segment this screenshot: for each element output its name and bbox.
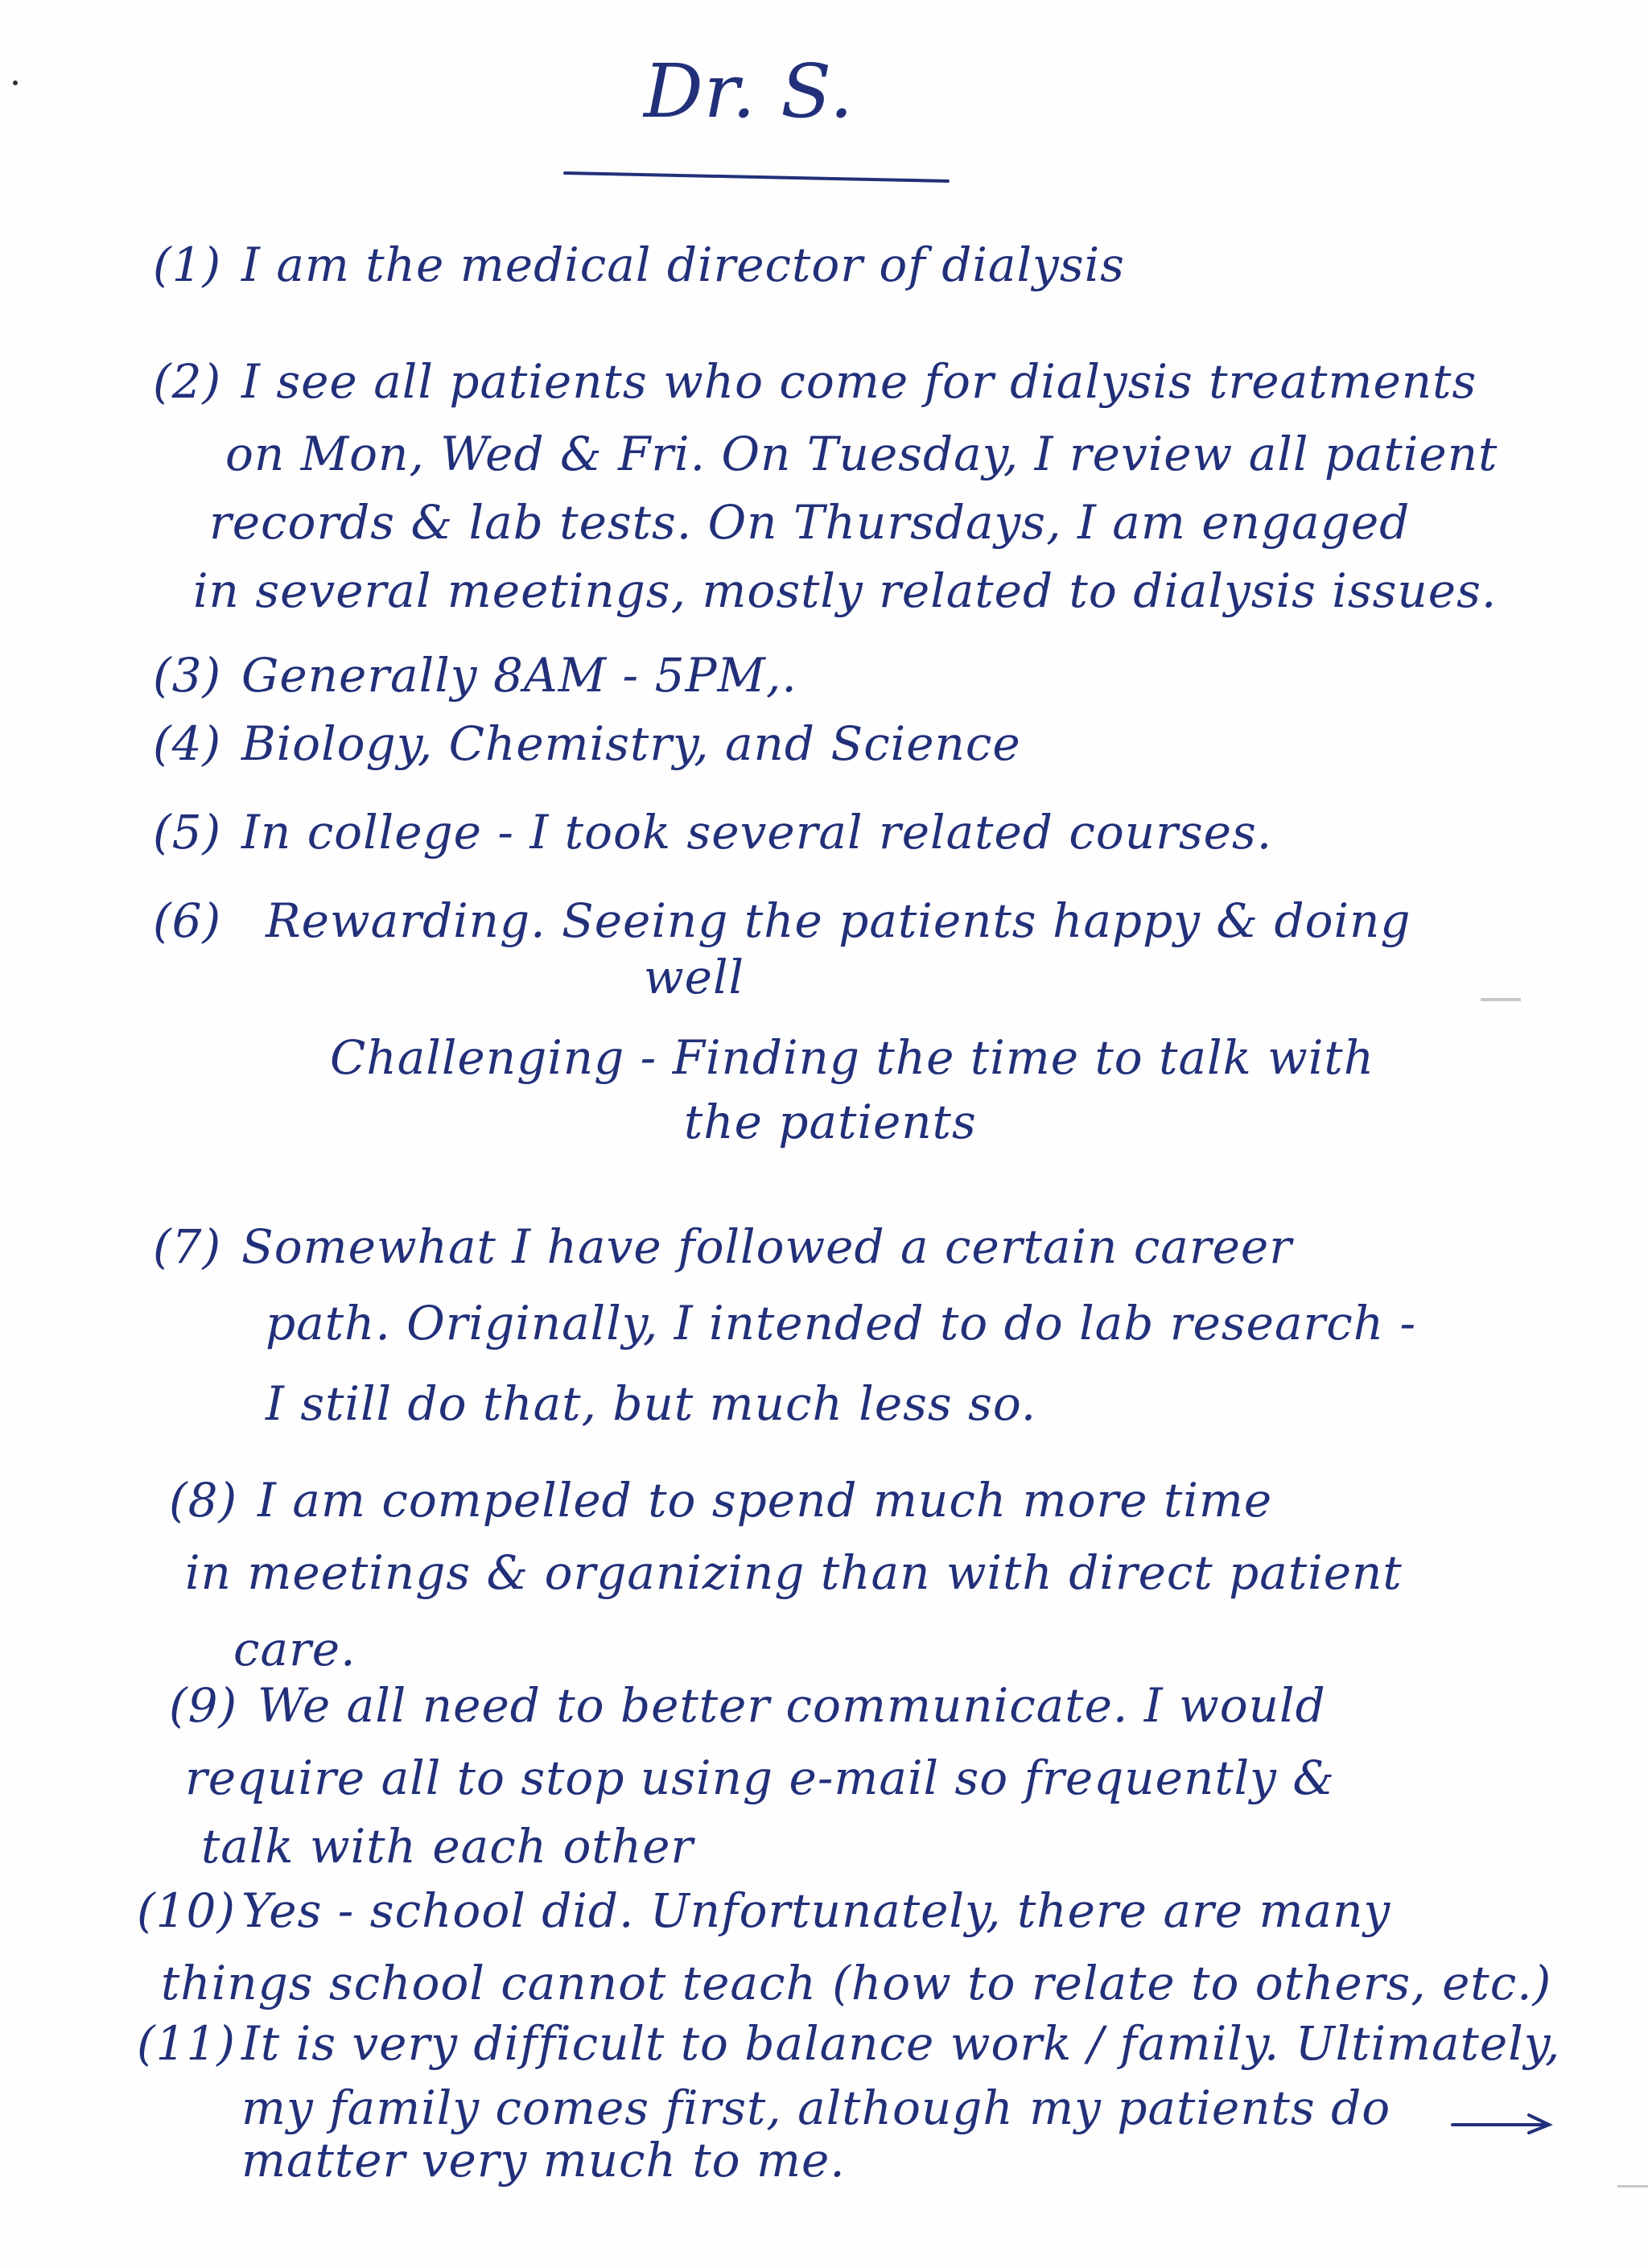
- answer-line: Somewhat I have followed a certain career: [241, 1219, 1292, 1274]
- answer-number: (4): [153, 716, 222, 771]
- answer-line: I am the medical director of dialysis: [241, 237, 1125, 292]
- answer-line: We all need to better communicate. I would: [258, 1678, 1326, 1733]
- title-underline: [563, 171, 950, 183]
- answer-line: Challenging - Finding the time to talk with: [330, 1030, 1375, 1085]
- page-title: Dr. S.: [644, 48, 855, 134]
- answer-line: In college - I took several related courses.: [241, 805, 1273, 860]
- answer-number: (6): [153, 893, 222, 948]
- answer-number: (8): [169, 1473, 238, 1528]
- answer-number: (11): [137, 2016, 237, 2071]
- answer-line: I still do that, but much less so.: [266, 1376, 1037, 1431]
- answer-line: my family comes first, although my patients do: [241, 2080, 1391, 2135]
- answer-number: (10): [137, 1883, 237, 1938]
- answer-number: (2): [153, 354, 222, 409]
- scan-edge-mark: [1617, 2185, 1648, 2188]
- answer-line: in meetings & organizing than with direct patient: [185, 1545, 1403, 1600]
- answer-number: (1): [153, 237, 222, 292]
- answer-line: records & lab tests. On Thursdays, I am engaged: [209, 495, 1411, 550]
- answer-number: (9): [169, 1678, 238, 1733]
- answer-line: on Mon, Wed & Fri. On Tuesday, I review all patient: [225, 427, 1498, 481]
- answer-line: in several meetings, mostly related to dialysis issues.: [193, 563, 1498, 618]
- answer-line: I see all patients who come for dialysis treatments: [241, 354, 1477, 409]
- scan-edge-mark: [1481, 998, 1521, 1001]
- answer-line: I am compelled to spend much more time: [258, 1473, 1273, 1528]
- answer-line: Yes - school did. Unfortunately, there are many: [241, 1883, 1391, 1938]
- answer-line: talk with each other: [201, 1819, 694, 1874]
- answer-line: things school cannot teach (how to relate to others, etc.): [161, 1956, 1552, 2010]
- answer-line: path. Originally, I intended to do lab research -: [266, 1296, 1417, 1350]
- scan-speck: [13, 80, 18, 85]
- answer-line: require all to stop using e-mail so frequently &: [185, 1750, 1336, 1805]
- answer-number: (5): [153, 805, 222, 860]
- answer-line: Biology, Chemistry, and Science: [241, 716, 1021, 771]
- answer-line: Generally 8AM - 5PM,.: [241, 648, 797, 703]
- answer-line: It is very difficult to balance work / family. Ultimately,: [241, 2016, 1561, 2071]
- answer-line: matter very much to me.: [241, 2133, 846, 2188]
- answer-line: Rewarding. Seeing the patients happy & doing: [266, 893, 1411, 948]
- arrow-icon: [1448, 2109, 1561, 2141]
- answer-line: well: [644, 950, 745, 1004]
- answer-number: (7): [153, 1219, 222, 1274]
- answer-line: the patients: [684, 1095, 977, 1149]
- answer-line: care.: [233, 1622, 356, 1676]
- answer-number: (3): [153, 648, 222, 703]
